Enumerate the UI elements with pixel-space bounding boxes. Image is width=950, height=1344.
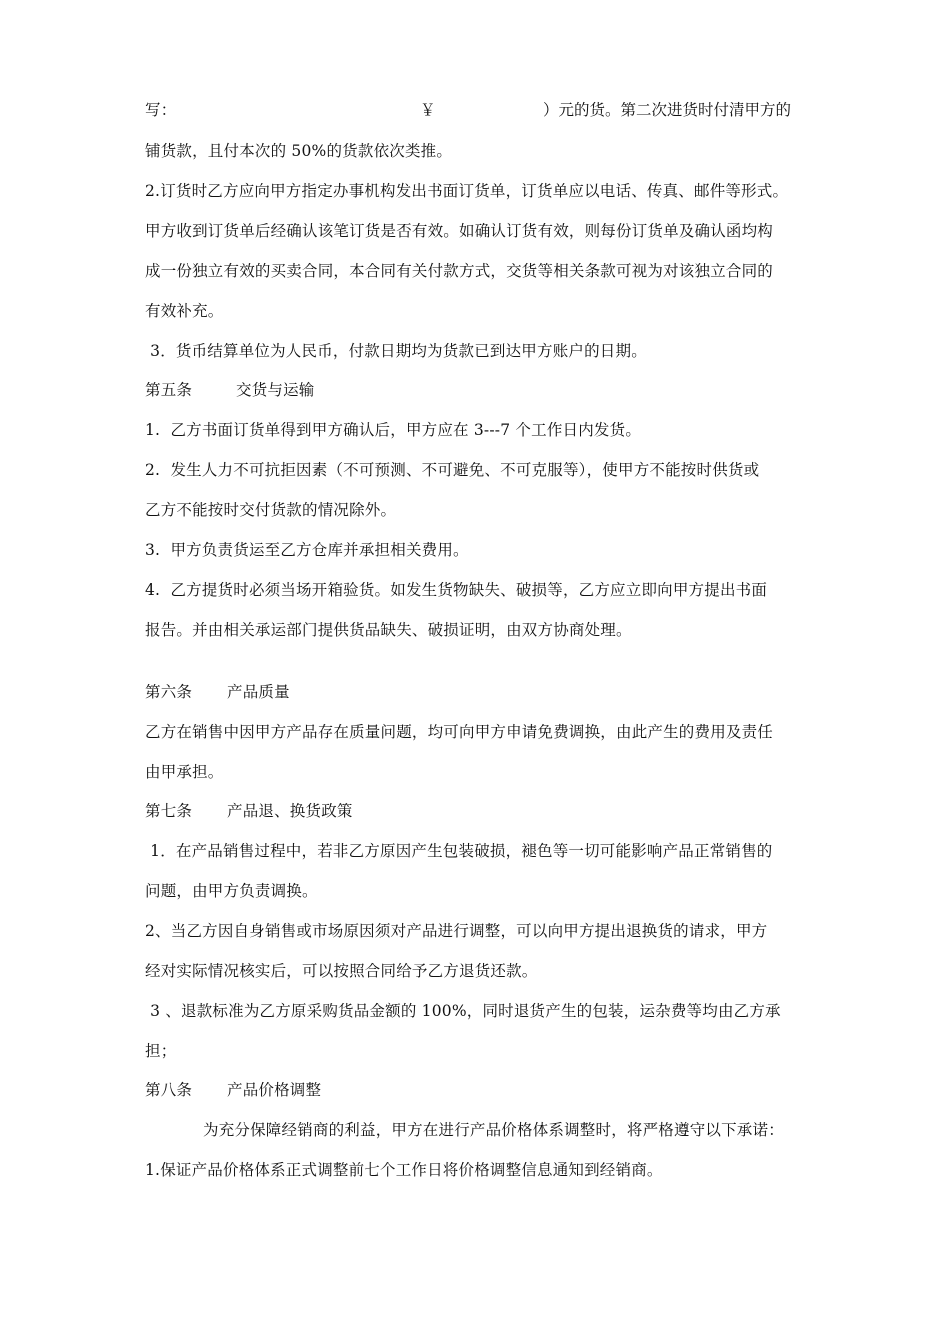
article-title: 产品退、换货政策 xyxy=(227,802,353,820)
clause-item: 3. 甲方负责货运至乙方仓库并承担相关费用。 xyxy=(145,541,469,559)
text-line: ）元的货。第二次进货时付清甲方的 xyxy=(543,101,792,119)
text-line: 乙方不能按时交付货款的情况除外。 xyxy=(145,501,397,519)
text-line: 由甲承担。 xyxy=(145,763,224,781)
text-line: 写： xyxy=(145,101,177,119)
clause-item: 1. 乙方书面订货单得到甲方确认后，甲方应在 3---7 个工作日内发货。 xyxy=(145,421,642,439)
currency-symbol: ￥ xyxy=(420,101,436,119)
clause-item: 4. 乙方提货时必须当场开箱验货。如发生货物缺失、破损等，乙方应立即向甲方提出书面 xyxy=(145,581,768,599)
text-line: 经对实际情况核实后，可以按照合同给予乙方退货还款。 xyxy=(145,962,538,980)
clause-item: 2.订货时乙方应向甲方指定办事机构发出书面订货单，订货单应以电话、传真、邮件等形式。 xyxy=(145,182,789,200)
clause-item: 2. 发生人力不可抗拒因素（不可预测、不可避免、不可克服等），使甲方不能按时供货或 xyxy=(145,461,760,479)
clause-item: 2、当乙方因自身销售或市场原因须对产品进行调整，可以向甲方提出退换货的请求，甲方 xyxy=(145,922,768,940)
text-line: 担； xyxy=(145,1042,177,1060)
clause-item: 1.保证产品价格体系正式调整前七个工作日将价格调整信息通知到经销商。 xyxy=(145,1161,663,1179)
text-line: 乙方在销售中因甲方产品存在质量问题，均可向甲方申请免费调换，由此产生的费用及责任 xyxy=(145,723,774,741)
text-line: 报告。并由相关承运部门提供货品缺失、破损证明，由双方协商处理。 xyxy=(145,621,632,639)
article-number: 第五条 xyxy=(145,381,193,399)
text-line: 成一份独立有效的买卖合同，本合同有关付款方式，交货等相关条款可视为对该独立合同的 xyxy=(145,262,774,280)
text-line: 为充分保障经销商的利益，甲方在进行产品价格体系调整时，将严格遵守以下承诺： xyxy=(203,1121,784,1139)
text-line: 甲方收到订货单后经确认该笔订货是否有效。如确认订货有效，则每份订货单及确认函均构 xyxy=(145,222,774,240)
text-line: 有效补充。 xyxy=(145,302,224,320)
clause-item: 1．在产品销售过程中，若非乙方原因产生包装破损，褪色等一切可能影响产品正常销售的 xyxy=(145,842,773,860)
article-title: 产品价格调整 xyxy=(227,1081,322,1099)
article-number: 第八条 xyxy=(145,1081,193,1099)
article-number: 第七条 xyxy=(145,802,193,820)
article-title: 产品质量 xyxy=(227,683,290,701)
text-line: 问题，由甲方负责调换。 xyxy=(145,882,318,900)
article-number: 第六条 xyxy=(145,683,193,701)
article-title: 交货与运输 xyxy=(236,381,315,399)
clause-item: 3．货币结算单位为人民币，付款日期均为货款已到达甲方账户的日期。 xyxy=(145,342,647,360)
clause-item: 3 、退款标准为乙方原采购货品金额的 100%，同时退货产生的包装，运杂费等均由乙方承 xyxy=(145,1002,781,1020)
text-line: 铺货款，且付本次的 50%的货款依次类推。 xyxy=(145,142,453,160)
